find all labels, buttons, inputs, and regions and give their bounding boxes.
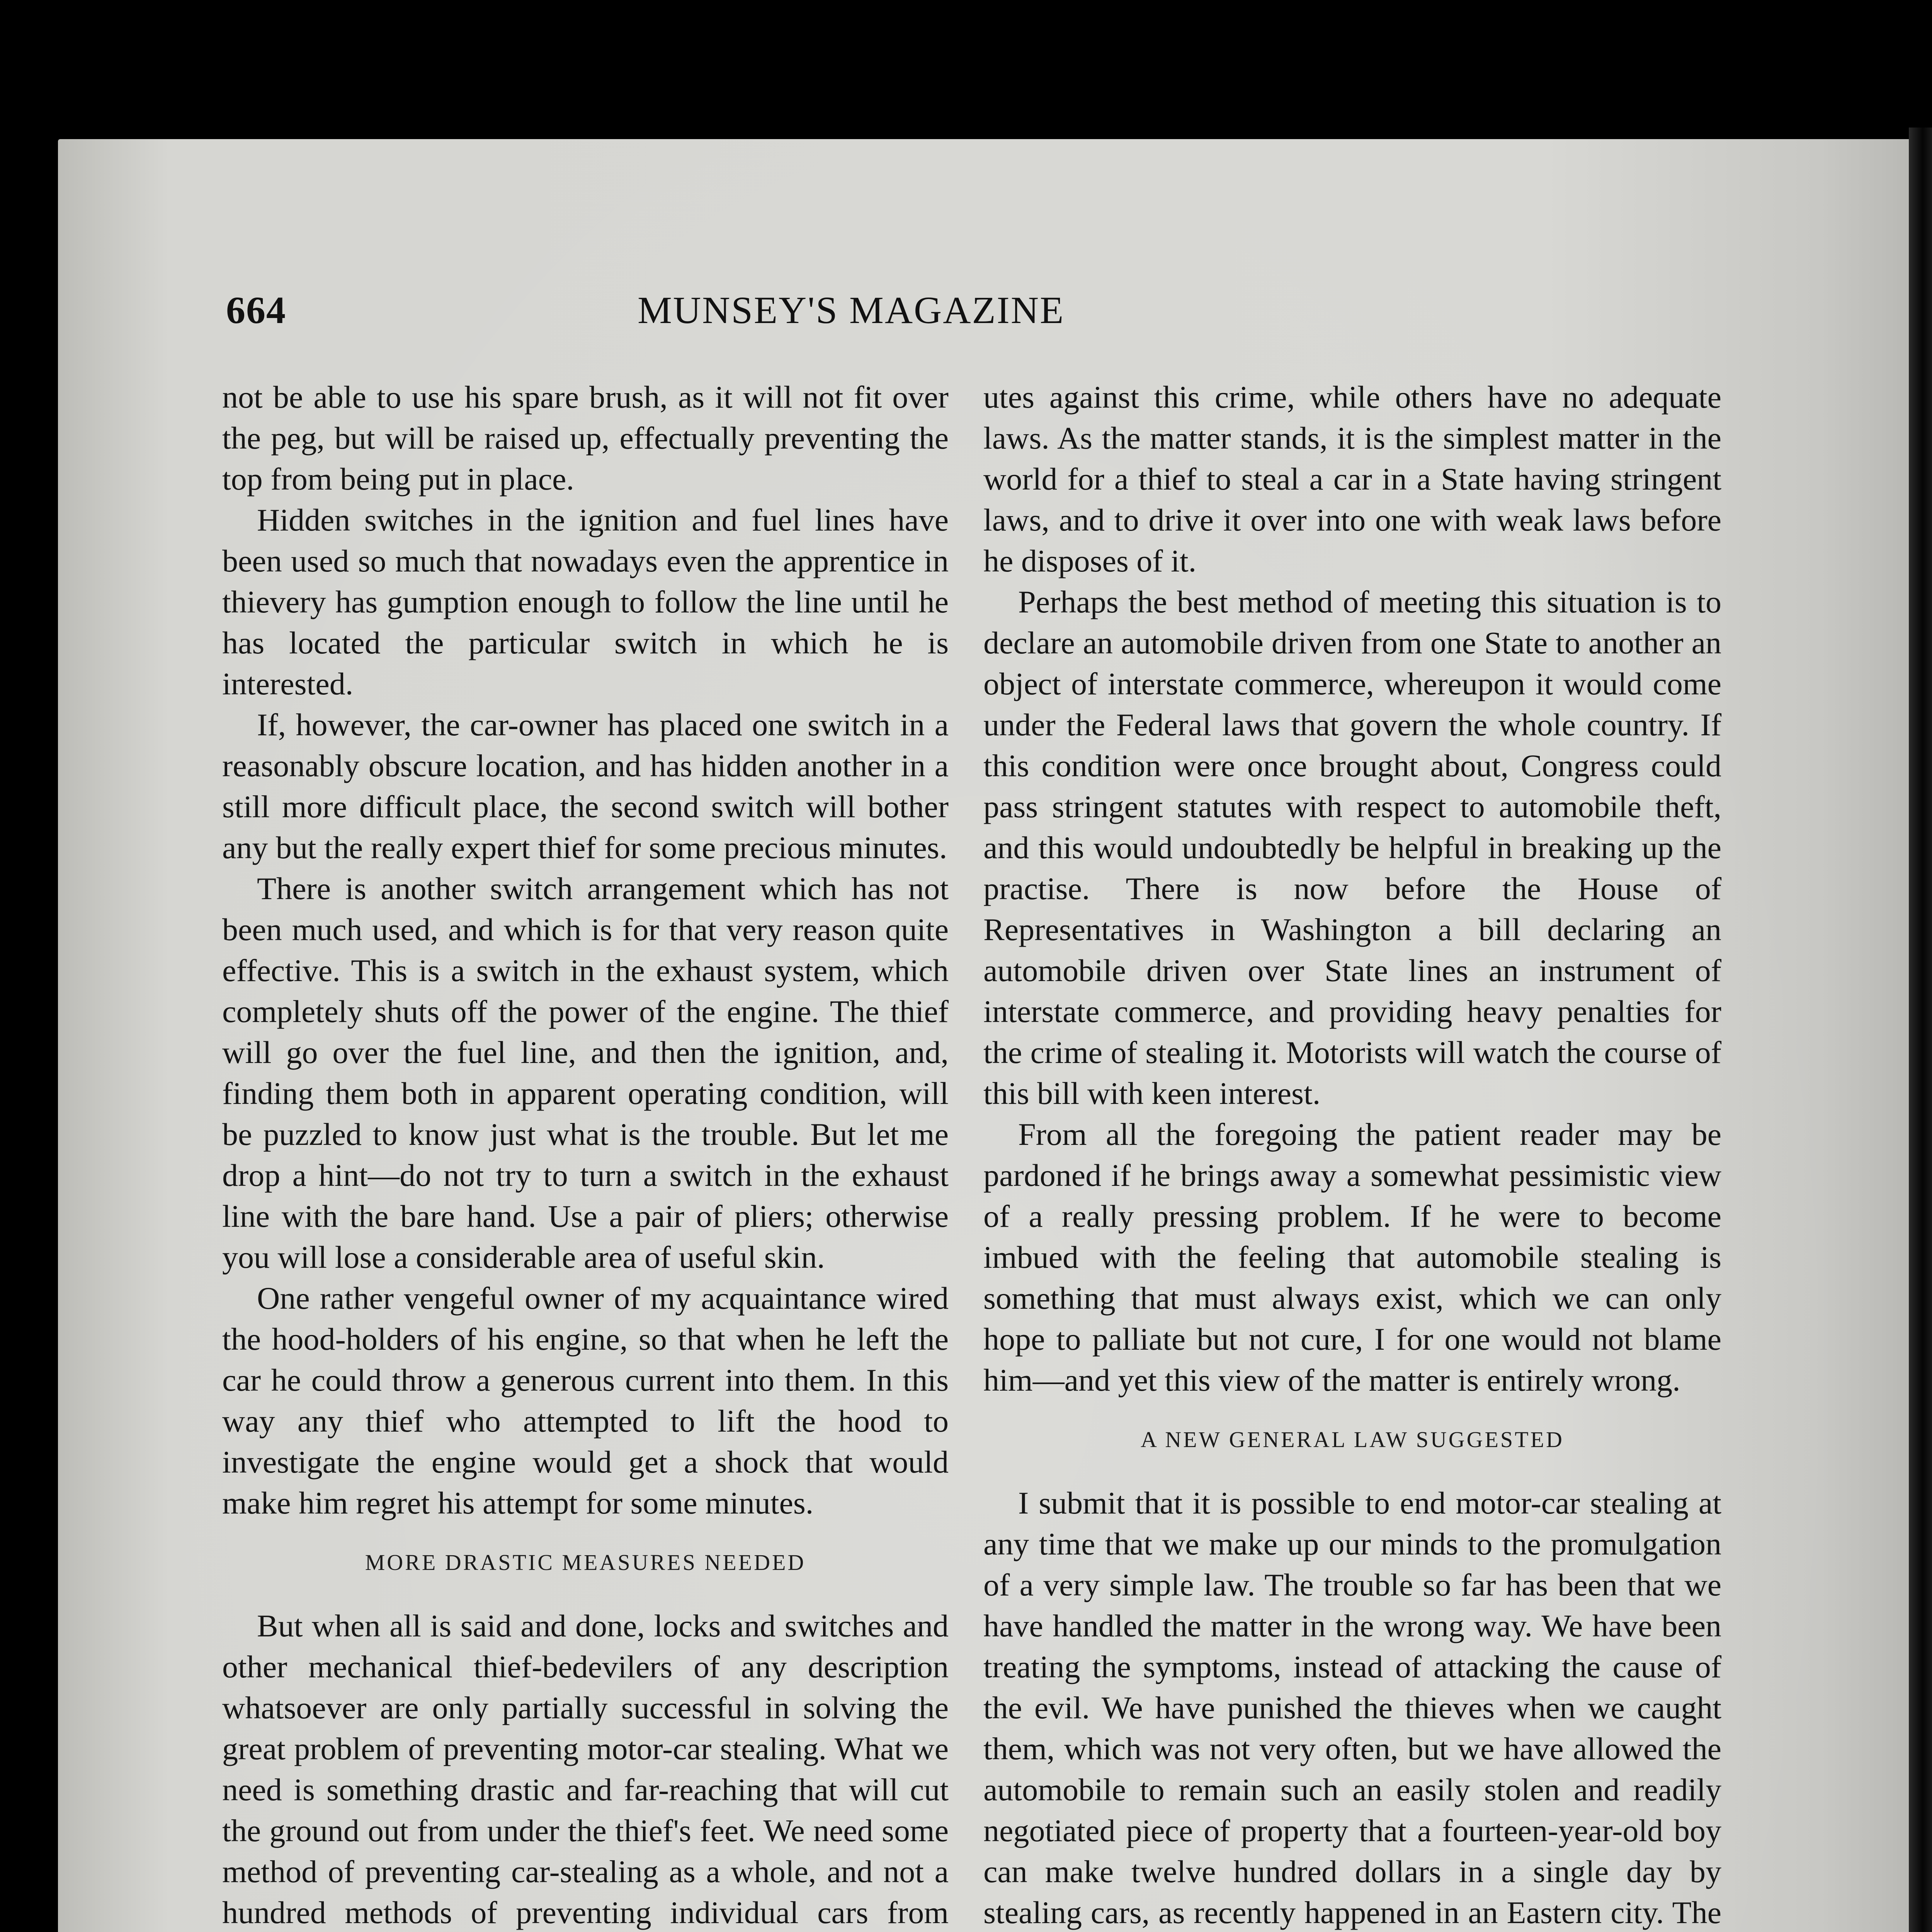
paragraph: utes against this crime, while others have no adequate laws. As the matter stands, it is the simplest matter in the world for a thief to steal a car in a State having stringent laws, and to drive it over into one with weak laws before he disposes of it. <box>983 379 1721 578</box>
paragraph: But when all is said and done, locks and switches and other mechanical thief-bedevilers of any description whatsoever are only partially successful in solving the great problem of preventing motor-car stealing. What we need is something drastic and far-reaching that will cut the ground out from under the thief's feet. We need some method of preventing car-stealing as a whole, and not a hundred methods of preventing individual cars from <box>222 1608 949 1930</box>
page-gutter-fold <box>1909 128 1932 1932</box>
section-subheading: MORE DRASTIC MEASURES NEEDED <box>365 1550 806 1575</box>
right-text-column <box>983 377 1721 1932</box>
paragraph: not be able to use his spare brush, as it will not fit over the peg, but will be raised up, effectually preventing the top from being put in place. <box>222 379 949 497</box>
paragraph: If, however, the car-owner has placed one switch in a reasonably obscure location, and has hidden another in a still more difficult place, the second switch will bother any but the really expert thief for some precious minutes. <box>222 707 949 865</box>
paragraph: From all the foregoing the patient reader may be pardoned if he brings away a somewhat pessimistic view of a really pressing problem. If he were to become imbued with the feeling that automobile stealing is something that must always exist, which we can only hope to palliate but not cure, I for one would not blame him—and yet this view of the matter is entirely wrong. <box>983 1117 1721 1398</box>
paragraph: Hidden switches in the ignition and fuel lines have been used so much that nowadays even the apprentice in thievery has gumption enough to follow the line until he has located the particular switch in which he is interested. <box>222 502 949 701</box>
left-text-column <box>222 377 949 1932</box>
page-number: 664 <box>226 289 286 332</box>
paragraph: Perhaps the best method of meeting this situation is to declare an automobile driven from one State to another an object of interstate commerce, whereupon it would come under the Federal laws that govern the whole country. If this condition were once brought about, Congress could pass stringent statutes with respect to automobile theft, and this would undoubtedly be helpful in breaking up the practise. There is now before the House of Representatives in Washington a bill declaring an automobile driven over State lines an instrument of interstate commerce, and providing heavy penalties for the crime of stealing it. Motorists will watch the course of this bill with keen interest. <box>983 584 1721 1111</box>
section-subheading: A NEW GENERAL LAW SUGGESTED <box>1141 1427 1564 1452</box>
paragraph: One rather vengeful owner of my acquaintance wired the hood-holders of his engine, so that when he left the car he could throw a generous current into them. In this way any thief who attempted to lift the hood to investigate the engine would get a shock that would make him regret his attempt for some minutes. <box>222 1281 949 1520</box>
running-header-title: MUNSEY'S MAGAZINE <box>638 289 1065 332</box>
paragraph: I submit that it is possible to end motor-car stealing at any time that we make up our minds to the promulgation of a very simple law. The trouble so far has been that we have handled the matter in the wrong way. We have been treating the symptoms, instead of attacking the cause of the evil. We have punished the thieves when we caught them, which was not very often, but we have allowed the automobile to remain such an easily stolen and readily negotiated piece of property that a fourteen-year-old boy can make twelve hundred dollars in a single day by stealing cars, as recently happened in an Eastern city. The <box>983 1485 1721 1930</box>
paragraph: There is another switch arrangement which has not been much used, and which is for that very reason quite effective. This is a switch in the exhaust system, which completely shuts off the power of the engine. The thief will go over the fuel line, and then the ignition, and, finding them both in apparent operating condition, will be puzzled to know just what is the trouble. But let me drop a hint—do not try to turn a switch in the exhaust line with the bare hand. Use a pair of pliers; otherwise you will lose a considerable area of useful skin. <box>222 871 949 1275</box>
